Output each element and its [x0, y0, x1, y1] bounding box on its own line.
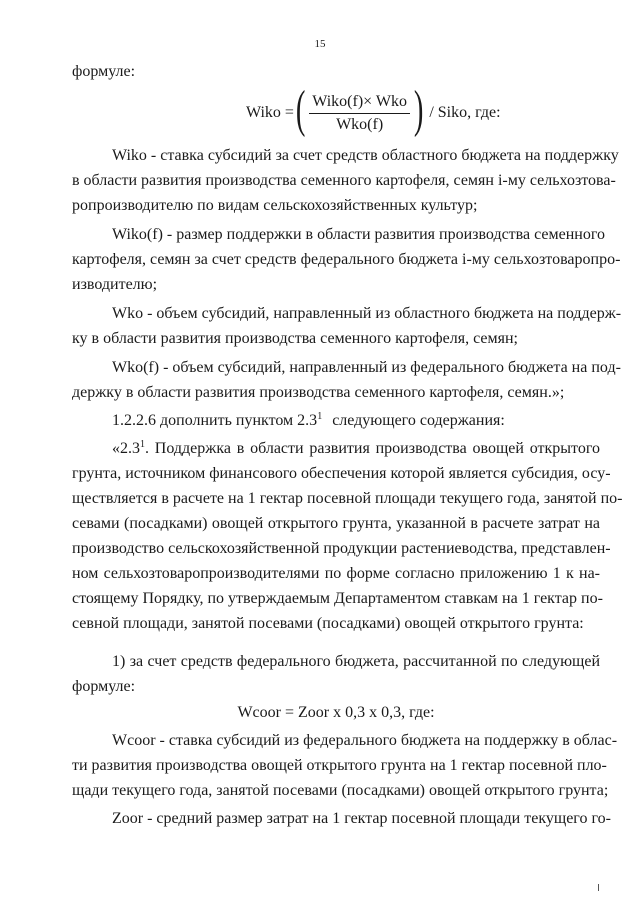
line-part: . Поддержка в области развития производства овощей открытого	[145, 440, 600, 457]
superscript: 1	[317, 411, 323, 422]
formula-lhs: Wiko =	[246, 104, 294, 121]
text-line: в области развития производства семенного картофеля, семян i-му сельхозтова-	[72, 172, 616, 189]
text-line: формуле:	[72, 63, 136, 80]
page-number: 15	[314, 38, 326, 50]
formula-tail: / Siko, где:	[429, 104, 501, 121]
formula-denominator: Wko(f)	[336, 115, 384, 133]
line-part: следующего содержания:	[332, 412, 505, 429]
text-line: Wko(f) - объем субсидий, направленный из федерального бюджета на под-	[112, 359, 621, 376]
left-paren: (	[295, 81, 306, 138]
text-line: изводителю;	[72, 276, 158, 293]
line-part: 1.2.2.6 дополнить пунктом 2.3	[112, 412, 318, 429]
formula-numerator: Wiko(f)× Wko	[309, 93, 410, 114]
text-line: Wiko(f) - размер поддержки в области развития производства семенного	[112, 226, 606, 243]
text-line: Wiko - ставка субсидий за счет средств областного бюджета на поддержку	[112, 147, 619, 164]
text-line: Wcoor - ставка субсидий из федерального бюджета на поддержку в облас-	[112, 732, 618, 749]
text-line: ропроизводителю по видам сельскохозяйственных культур;	[72, 197, 478, 214]
text-line: ку в области развития производства семенного картофеля, семян;	[72, 330, 518, 347]
formula-wiko	[246, 81, 501, 138]
text-line: грунта, источником финансового обеспечения которой является субсидия, осу-	[72, 465, 611, 482]
scan-mark	[598, 884, 599, 891]
text-line: щади текущего года, занятой посевами (посадками) овощей открытого грунта;	[72, 782, 609, 799]
text-line: формуле:	[72, 678, 136, 695]
text-line-section-1226	[112, 410, 600, 432]
text-line: ном сельхозтоваропроизводителями по форме согласно приложению 1 к на-	[72, 565, 600, 582]
text-line: севной площади, занятой посевами (посадками) овощей открытого грунта:	[72, 615, 584, 632]
text-line: 1) за счет средств федерального бюджета, рассчитанной по следующей	[112, 653, 600, 670]
text-line: Wko - объем субсидий, направленный из областного бюджета на поддерж-	[112, 305, 622, 322]
text-line: картофеля, семян за счет средств федерального бюджета i-му сельхозтоваропро-	[72, 251, 621, 268]
text-line: ществляется в расчете на 1 гектар посевной площади текущего года, занятой по-	[72, 490, 623, 507]
text-line: производство сельскохозяйственной продукции растениеводства, представлен-	[72, 540, 611, 557]
text-line: держку в области развития производства семенного картофеля, семян.»;	[72, 384, 565, 401]
text-line: Zoor - средний размер затрат на 1 гектар посевной площади текущего го-	[112, 810, 611, 827]
text-line: севами (посадками) овощей открытого грунта, указанной в расчете затрат на	[72, 515, 600, 532]
text-line: стоящему Порядку, по утверждаемым Департаментом ставкам на 1 гектар по-	[72, 590, 603, 607]
formula-fraction	[309, 93, 410, 134]
line-part: «2.3	[112, 440, 140, 457]
superscript: 1	[140, 439, 145, 450]
text-line: ти развития производства овощей открытого грунта на 1 гектар посевной пло-	[72, 757, 607, 774]
text-line-section-231	[112, 438, 600, 460]
right-paren: )	[413, 81, 424, 138]
formula-wcoor: Wcoor = Zoor x 0,3 x 0,3, где:	[237, 704, 435, 721]
